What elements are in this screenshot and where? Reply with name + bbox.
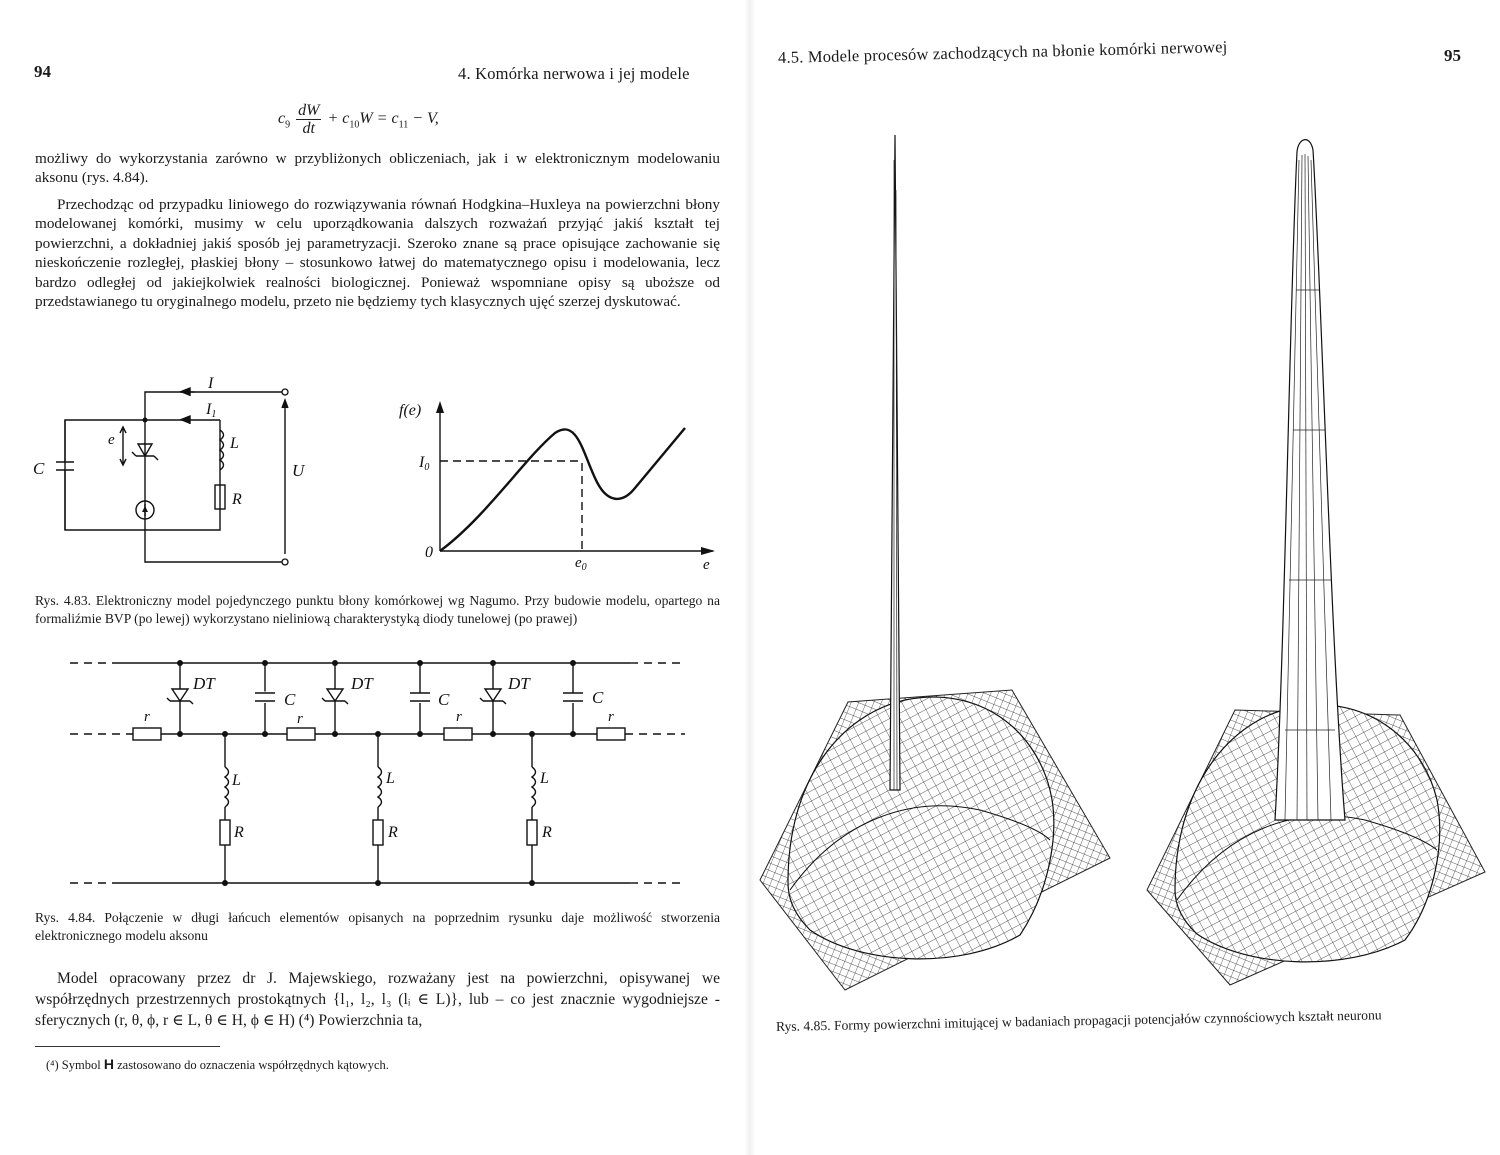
label-I1: I1 <box>206 401 217 420</box>
svg-text:R: R <box>234 824 244 841</box>
label-R: R <box>232 491 242 508</box>
equation-coef: c <box>278 110 286 128</box>
fig-4-84-chain <box>70 655 690 895</box>
svg-text:L: L <box>386 770 395 787</box>
graph-y-label: f(e) <box>399 402 422 419</box>
graph-zero-label: 0 <box>425 544 433 561</box>
fig-4-85-surface-right <box>1135 130 1495 1010</box>
paragraph-3: Model opracowany przez dr J. Majewskiego, rozważany jest na powierzchni, opisywanej we współrzędnych przestrzennych prostokątnych {l₁, l₂, l₃ (lᵢ ∈ L)}, lub – co jest znacznie wygodniejsze - sferycznych (r, θ, ϕ, r ∈ L, θ ∈ H, ϕ ∈ H) (⁴) Powierzchnia ta, <box>35 970 720 1029</box>
graph-e0-label: $e_0$ <box>575 555 587 573</box>
label-I: I <box>208 375 214 392</box>
label-e: e <box>108 432 115 448</box>
svg-text:C: C <box>592 688 604 707</box>
graph-x-label: e <box>703 557 710 573</box>
equation-fraction: $\frac{dW}{dt}$ <box>298 102 320 137</box>
footnote: (⁴) Symbol H zastosowano do oznaczenia współrzędnych kątowych. <box>46 1056 389 1072</box>
svg-text:R: R <box>542 824 552 841</box>
svg-text:R: R <box>388 824 398 841</box>
graph-I0-label: I0 <box>419 454 430 473</box>
svg-text:r: r <box>608 709 614 725</box>
footnote-rule <box>35 1046 220 1047</box>
paragraph-2: Przechodząc od przypadku liniowego do rozwiązywania równań Hodgkina–Huxleya na powierzchni błony modelowanej komórki, musimy w celu uporządkowania dalszych rozważań przyjąć jakiś kształt tej powierzchni, a dokładniej jakiś sposób jej parametryzacji. Szeroko znane są prace opisujące zachowanie się nieskończenie rozległej, płaskiej błony – stosunkowo łatwej do matematycznego opisu i modelowania, lecz bardzo odległej od jakiejkolwiek realności biologicznej. Ponieważ wspomniane opisy są uboższe od przedstawianego tu oryginalnego modelu, przeto nie będziemy tych klasycznych ujęć szerzej dyskutować. <box>35 196 720 311</box>
label-U: U <box>292 461 305 480</box>
svg-text:r: r <box>297 711 303 727</box>
right-page <box>750 0 1500 1155</box>
fig-4-83-graph <box>395 393 725 575</box>
page-number: 94 <box>34 62 51 81</box>
svg-text:r: r <box>144 709 150 725</box>
equation: $c_9$ $\frac{dW}{dt}$ + $c_{10}W = c_{11} - V$, <box>278 102 439 137</box>
page-number: 95 <box>1444 46 1461 65</box>
svg-text:DT: DT <box>508 674 530 693</box>
caption-4-84: Rys. 4.84. Połączenie w długi łańcuch elementów opisanych na poprzednim rysunku daje możliwość stworzenia elektronicznego modelu aksonu <box>35 910 720 943</box>
label-L: L <box>230 435 239 452</box>
fig-4-83-circuit <box>30 372 330 572</box>
fig-4-85-surface-left <box>750 130 1130 1010</box>
svg-text:C: C <box>438 690 450 709</box>
caption-4-83: Rys. 4.83. Elektroniczny model pojedynczego punktu błony komórkowej wg Nagumo. Przy budowie modelu, opartego na formaliźmie BVP (po lewej) wykorzystano nieliniową charakterystyką diody tunelowej (po prawej) <box>35 593 720 626</box>
svg-text:L: L <box>232 772 241 789</box>
running-head: 4. Komórka nerwowa i jej modele <box>458 64 690 83</box>
svg-text:r: r <box>456 709 462 725</box>
svg-text:DT: DT <box>351 674 373 693</box>
running-head: 4.5. Modele procesów zachodzących na błonie komórki nerwowej <box>777 37 1228 67</box>
label-C: C <box>33 459 45 478</box>
svg-text:DT: DT <box>193 674 215 693</box>
svg-text:C: C <box>284 690 296 709</box>
caption-4-85: Rys. 4.85. Formy powierzchni imitującej w badaniach propagacji potencjałów czynnościowych kształt neuronu <box>775 1007 1382 1034</box>
svg-text:L: L <box>540 770 549 787</box>
paragraph-1: możliwy do wykorzystania zarówno w przybliżonych obliczeniach, jak i w elektronicznym modelowaniu aksonu (rys. 4.84). <box>35 150 720 187</box>
